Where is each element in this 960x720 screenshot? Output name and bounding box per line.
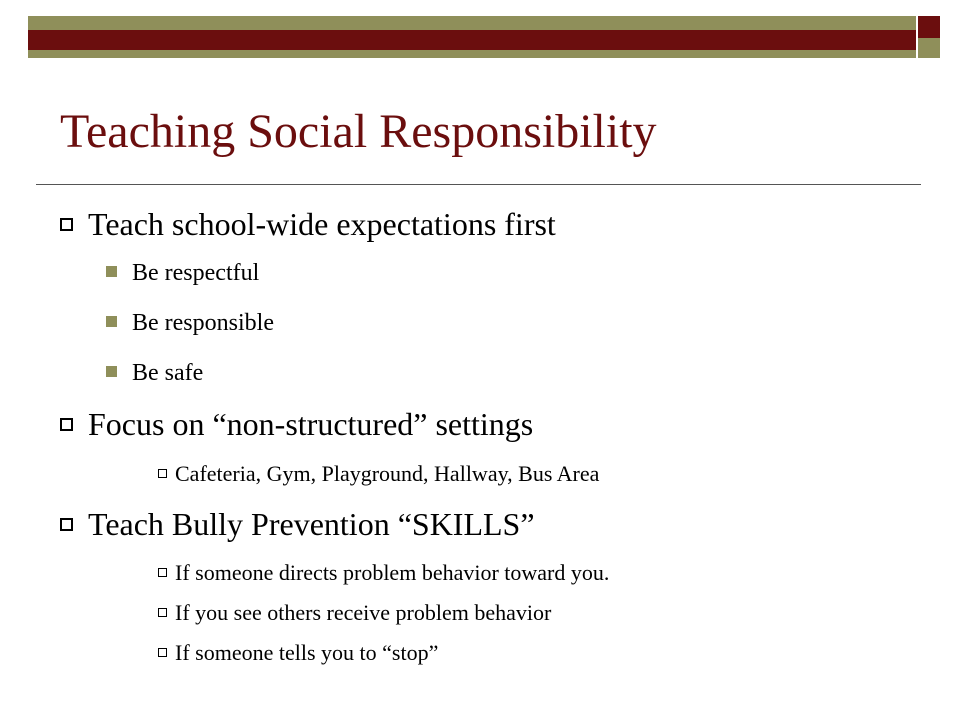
subbullet-see-others (158, 602, 551, 624)
bullet-text: Focus on “non-structured” settings (88, 406, 534, 442)
header-band-maroon (28, 30, 916, 50)
filled-square-bullet-icon (106, 366, 117, 377)
subbullet-safe (106, 361, 203, 385)
bullet-text: Teach Bully Prevention “SKILLS” (88, 506, 535, 542)
header-band-olive-top (28, 16, 916, 30)
subbullet-text: Be responsible (132, 310, 274, 336)
hollow-square-bullet-icon (60, 218, 73, 231)
subbullet-text: If someone tells you to “stop” (175, 640, 439, 665)
small-hollow-square-bullet-icon (158, 648, 167, 657)
subbullet-text: Be respectful (132, 260, 260, 286)
hollow-square-bullet-icon (60, 518, 73, 531)
header-square-maroon (918, 16, 940, 38)
header-band-olive-bottom (28, 50, 916, 58)
small-hollow-square-bullet-icon (158, 608, 167, 617)
bullet-bully-prevention (60, 508, 535, 540)
subbullet-text: Cafeteria, Gym, Playground, Hallway, Bus Area (175, 461, 600, 486)
small-hollow-square-bullet-icon (158, 568, 167, 577)
header-decoration (0, 0, 960, 60)
filled-square-bullet-icon (106, 266, 117, 277)
small-hollow-square-bullet-icon (158, 469, 167, 478)
hollow-square-bullet-icon (60, 418, 73, 431)
subbullet-text: If someone directs problem behavior toward you. (175, 560, 610, 585)
subbullet-respectful (106, 261, 259, 285)
bullet-text: Teach school-wide expectations first (88, 206, 556, 242)
subbullet-locations (158, 463, 599, 485)
title-divider (36, 184, 921, 185)
subbullet-tells-stop (158, 642, 438, 664)
bullet-nonstructured-settings (60, 408, 533, 440)
bullet-expectations (60, 208, 556, 240)
subbullet-responsible (106, 311, 274, 335)
subbullet-text: Be safe (132, 360, 204, 386)
slide-title: Teaching Social Responsibility (60, 105, 657, 158)
subbullet-directs-behavior (158, 562, 609, 584)
header-square-olive (918, 38, 940, 58)
filled-square-bullet-icon (106, 316, 117, 327)
subbullet-text: If you see others receive problem behavior (175, 600, 552, 625)
